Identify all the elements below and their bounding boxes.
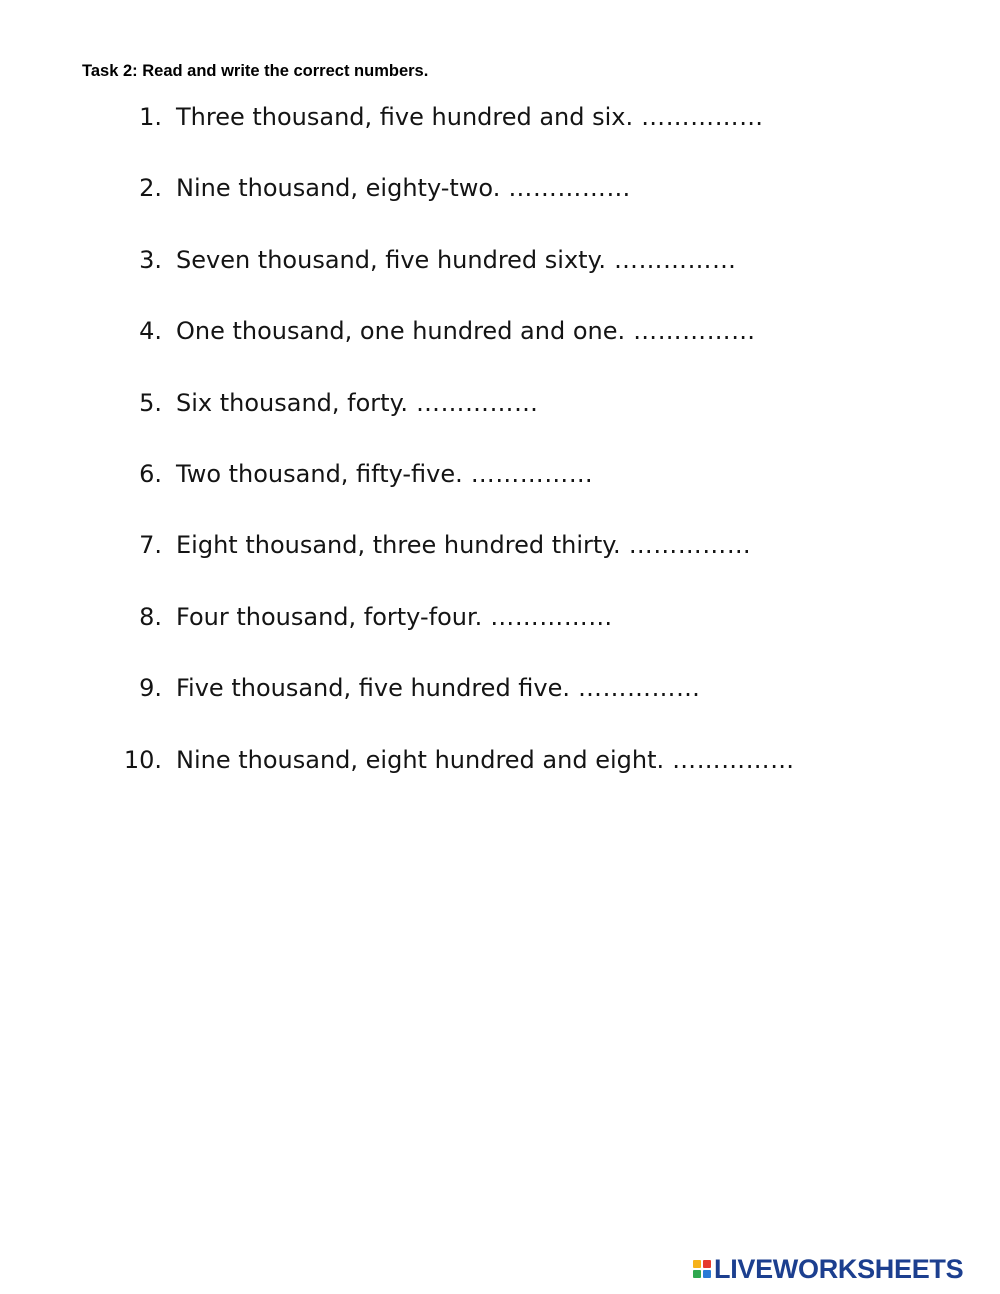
answer-blank[interactable]: …………… <box>613 245 737 274</box>
question-words: Seven thousand, five hundred sixty. <box>176 245 606 274</box>
question-words: Three thousand, five hundred and six. <box>176 103 634 131</box>
question-number: 8. <box>139 602 162 631</box>
question-item <box>0 169 1000 240</box>
question-item <box>0 455 1000 526</box>
answer-blank[interactable]: …………… <box>415 388 539 417</box>
question-number: 2. <box>139 174 162 203</box>
question-text <box>176 598 613 636</box>
answer-blank[interactable]: …………… <box>578 674 701 703</box>
question-words: Four thousand, forty-four. <box>176 602 483 631</box>
question-item <box>0 241 1000 312</box>
question-words: Six thousand, forty. <box>176 388 408 417</box>
question-text <box>176 241 736 279</box>
question-item <box>0 98 1000 169</box>
question-number: 4. <box>139 317 162 346</box>
answer-blank[interactable]: …………… <box>672 745 795 774</box>
question-number: 7. <box>139 531 162 560</box>
liveworksheets-logo <box>693 1255 963 1283</box>
question-number: 1. <box>139 103 162 131</box>
task-title: Task 2: Read and write the correct numbers. <box>82 62 429 80</box>
question-item <box>0 312 1000 383</box>
logo-block <box>693 1260 701 1268</box>
question-list <box>0 98 1000 812</box>
question-number: 6. <box>139 459 162 488</box>
question-text <box>176 526 751 564</box>
answer-blank[interactable]: …………… <box>470 459 594 488</box>
question-text <box>176 312 756 350</box>
question-words: One thousand, one hundred and one. <box>176 317 626 346</box>
question-text <box>176 741 795 779</box>
question-words: Eight thousand, three hundred thirty. <box>176 531 621 560</box>
question-text <box>176 98 764 136</box>
question-text <box>176 384 538 422</box>
logo-block <box>703 1260 711 1268</box>
answer-blank[interactable]: …………… <box>490 602 613 631</box>
question-item <box>0 669 1000 740</box>
question-text <box>176 169 631 207</box>
question-words: Nine thousand, eighty-two. <box>176 174 501 203</box>
question-text <box>176 455 593 493</box>
question-item <box>0 741 1000 812</box>
question-item <box>0 598 1000 669</box>
question-words: Two thousand, fifty-five. <box>176 459 463 488</box>
brand-text: LIVEWORKSHEETS <box>714 1254 964 1284</box>
question-item <box>0 384 1000 455</box>
logo-block <box>703 1270 711 1278</box>
logo-blocks-icon <box>693 1260 711 1278</box>
question-words: Nine thousand, eight hundred and eight. <box>176 745 665 774</box>
question-number: 3. <box>139 245 162 274</box>
answer-blank[interactable]: …………… <box>641 103 764 131</box>
question-number: 5. <box>139 388 162 417</box>
logo-block <box>693 1270 701 1278</box>
question-words: Five thousand, five hundred five. <box>176 674 571 703</box>
question-number: 9. <box>139 674 162 703</box>
question-item <box>0 526 1000 597</box>
question-number: 10. <box>123 745 162 774</box>
answer-blank[interactable]: …………… <box>508 174 631 203</box>
answer-blank[interactable]: …………… <box>628 531 752 560</box>
answer-blank[interactable]: …………… <box>633 317 756 346</box>
question-text <box>176 669 701 707</box>
